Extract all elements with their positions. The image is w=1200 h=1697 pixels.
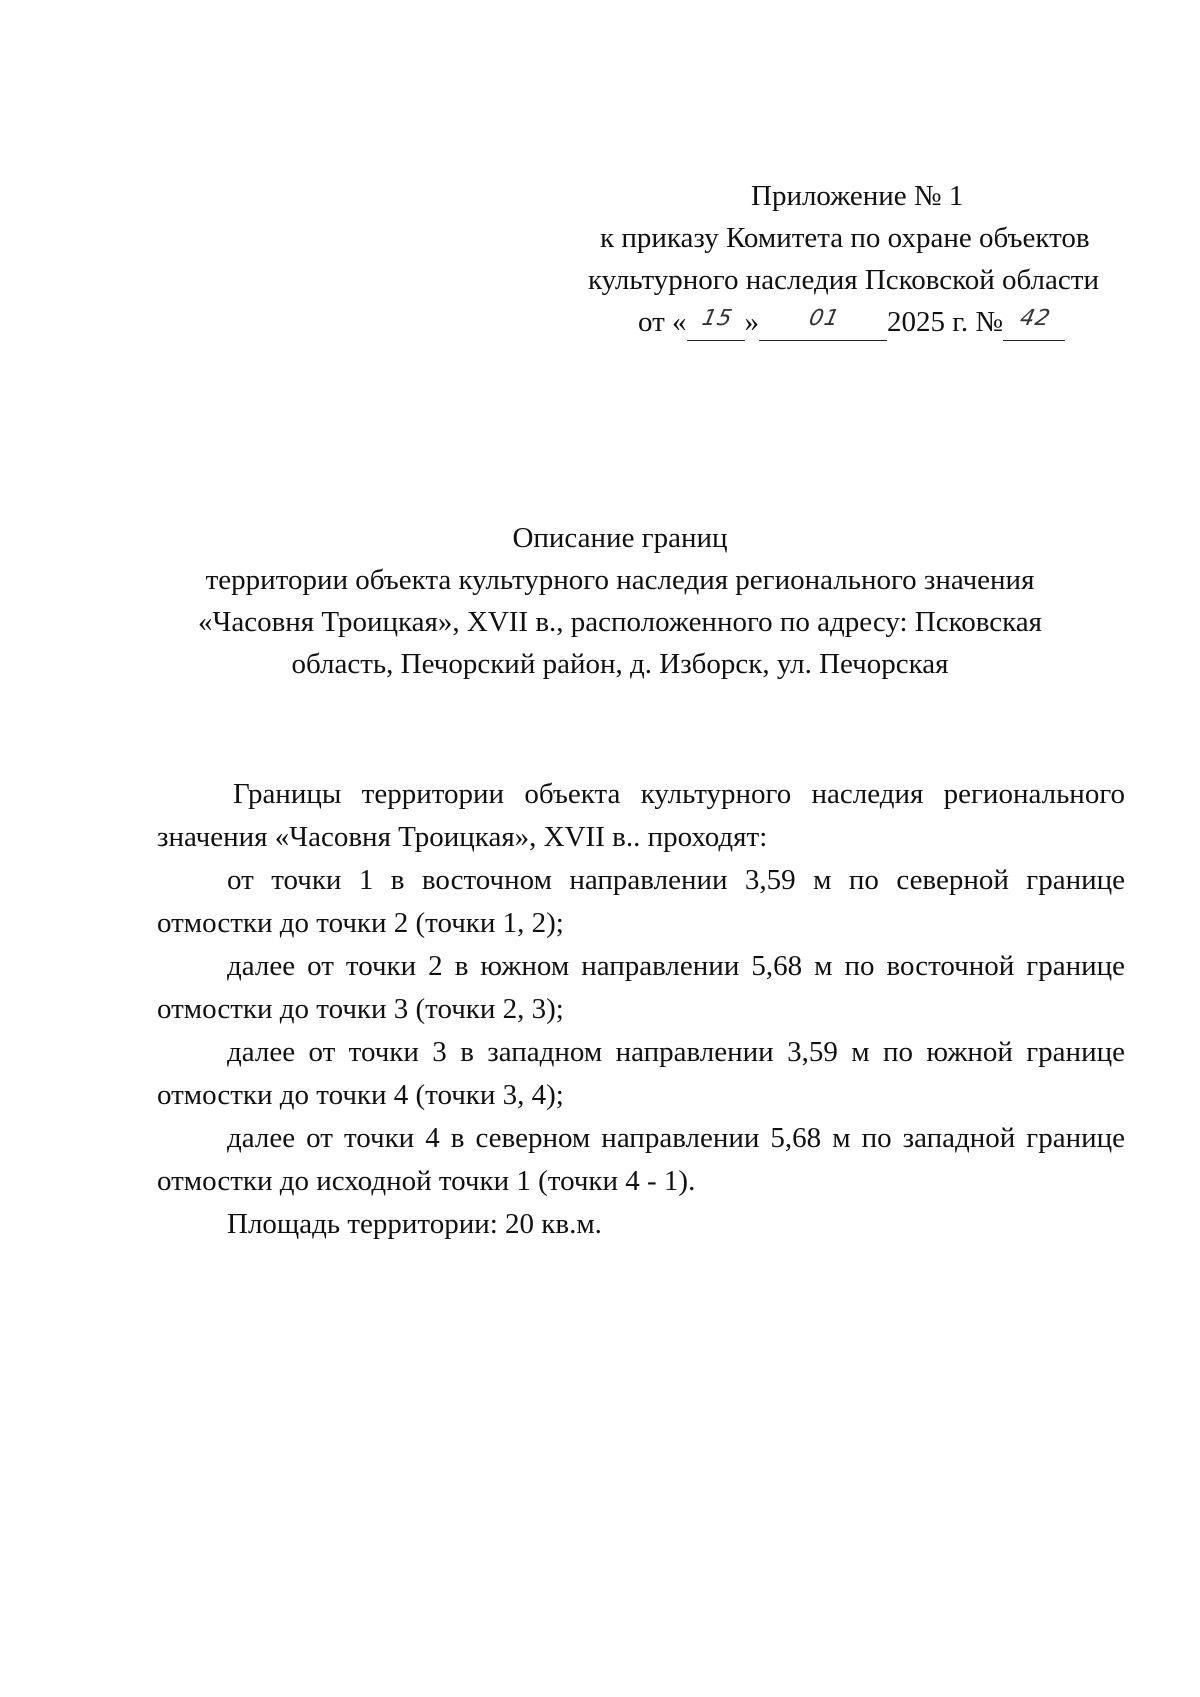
title-line-3: «Часовня Троицкая», XVII в., расположенного по адресу: Псковская — [197, 606, 1042, 638]
title-line-4: область, Печорский район, д. Изборск, ул. Печорская — [291, 648, 949, 680]
intro-paragraph: Границы территории объекта культурного наследия регионального значения «Часовня Троицкая», XVII в.. проходят: — [157, 778, 1125, 853]
document-body — [157, 773, 1125, 1246]
appendix-committee-name: культурного наследия Псковской области — [588, 264, 1099, 296]
appendix-number: Приложение № 1 — [751, 180, 964, 212]
boundary-segment-2: далее от точки 2 в южном направлении 5,68 м по восточной границе отмостки до точки 3 (точки 2, 3); — [157, 950, 1125, 1025]
date-month-handwritten: 01 — [806, 306, 843, 331]
boundary-segment-1: от точки 1 в восточном направлении 3,59 м по северной границе отмостки до точки 2 (точки 1, 2); — [157, 864, 1125, 939]
order-number-handwritten: 42 — [1017, 306, 1054, 331]
date-day-handwritten: 15 — [699, 306, 735, 331]
title-line-2: территории объекта культурного наследия регионального значения — [205, 564, 1035, 596]
date-month-blank — [759, 307, 887, 341]
title-line-1: Описание границ — [512, 522, 728, 554]
date-year-and-number-label: 2025 г. № — [887, 306, 1004, 338]
date-mid: » — [744, 306, 760, 338]
date-day-blank — [687, 307, 745, 341]
appendix-header — [588, 175, 1148, 343]
appendix-order-reference: к приказу Комитета по охране объектов — [600, 222, 1090, 254]
appendix-date-line — [588, 301, 1148, 343]
document-title — [170, 517, 1070, 685]
boundary-segment-3: далее от точки 3 в западном направлении 3,59 м по южной границе отмостки до точки 4 (точки 3, 4); — [157, 1036, 1125, 1111]
order-number-blank — [1003, 307, 1065, 341]
date-prefix: от « — [638, 306, 687, 338]
territory-area: Площадь территории: 20 кв.м. — [227, 1208, 602, 1240]
boundary-segment-4: далее от точки 4 в северном направлении 5,68 м по западной границе отмостки до исходной точки 1 (точки 4 - 1). — [157, 1122, 1125, 1197]
